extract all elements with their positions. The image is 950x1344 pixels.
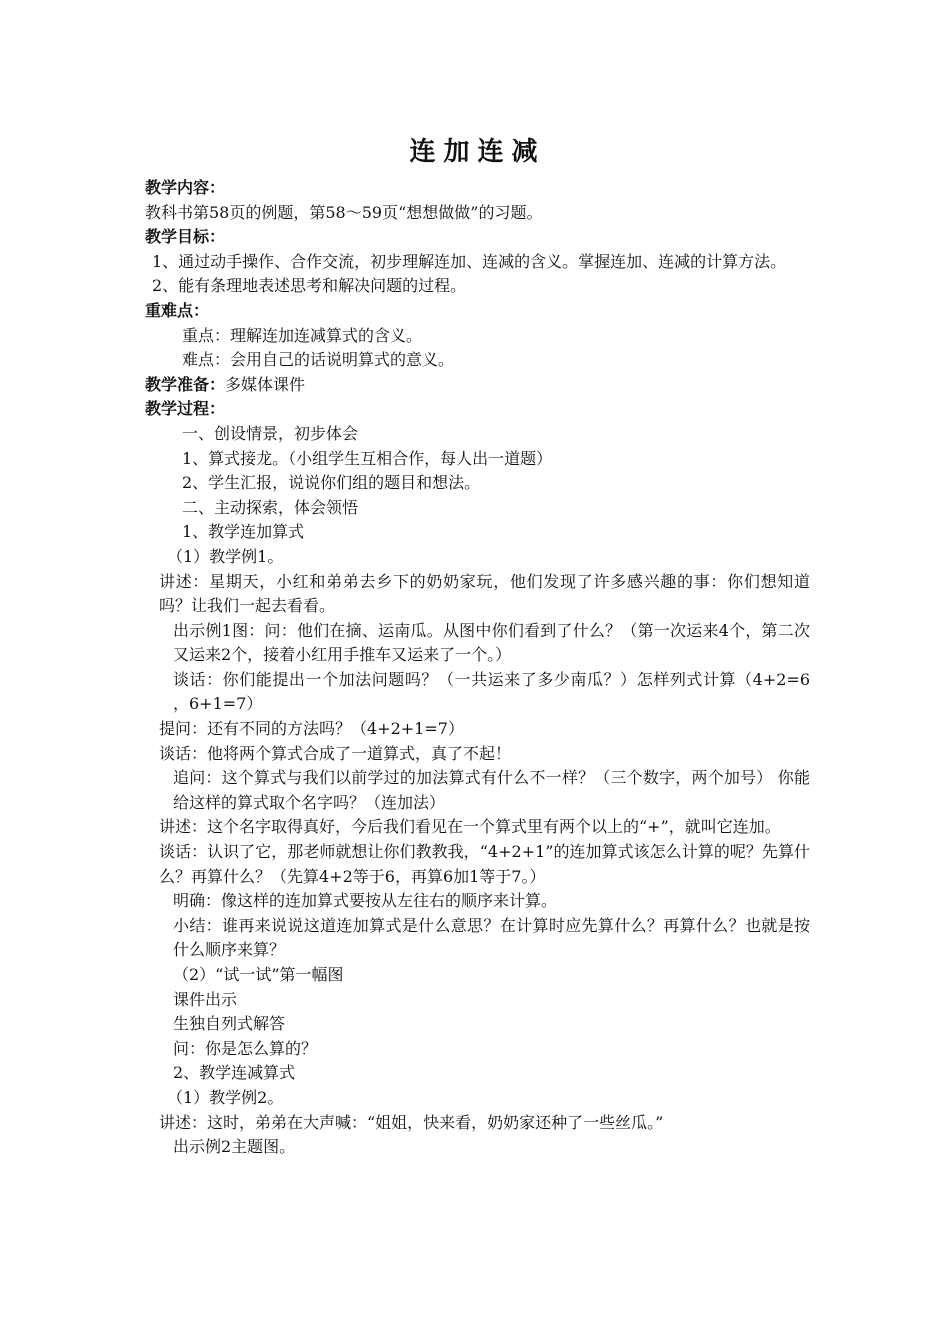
section-heading-content: 教学内容： [145, 178, 226, 197]
document-page [145, 128, 810, 1160]
process-step-1: 一、创设情景，初步体会 [182, 423, 359, 443]
show-example-1: 出示例1图：问：他们在摘、运南瓜。从图中你们看到了什么？（第一次运来4个，第二次又运来2个，接着小红用手推车又运来了一个。） [173, 620, 810, 665]
key-point: 重点：理解连加连减算式的含义。 [182, 325, 423, 345]
content-text: 教科书第58页的例题，第58～59页“想想做做”的习题。 [145, 202, 543, 222]
section-heading-process: 教学过程： [145, 399, 226, 419]
preparation-text: 多媒体课件 [225, 374, 306, 394]
example-2-heading: （1）教学例2。 [167, 1087, 284, 1107]
student-solve-line: 生独自列式解答 [173, 1014, 286, 1034]
clarification: 明确：像这样的连加算式要按从左往右的顺序来计算。 [173, 891, 558, 911]
process-step-1-2: 2、学生汇报，说说你们组的题目和想法。 [182, 473, 481, 493]
summary: 小结：谁再来说说这道连加算式是什么意思？在计算时应先算什么？再算什么？也就是按什么顺序来算？ [173, 915, 810, 960]
talk-3: 谈话：认识了它，那老师就想让你们教教我，“4+2+1”的连加算式该怎么计算的呢？先算什么？再算什么？（先算4+2等于6，再算6加1等于7。） [159, 842, 810, 886]
process-step-2-1: 1、教学连加算式 [182, 522, 305, 542]
process-step-2-2: 2、教学连减算式 [173, 1063, 296, 1083]
process-step-2: 二、主动探索，体会领悟 [182, 497, 359, 517]
try-it-heading: （2）“试一试”第一幅图 [173, 965, 344, 984]
show-example-2: 出示例2主题图。 [173, 1137, 296, 1157]
question-1: 提问：还有不同的方法吗？（4+2+1=7） [159, 719, 464, 739]
preparation-line [145, 373, 810, 398]
section-heading-preparation: 教学准备： [145, 374, 226, 394]
objective-item-1: 1、通过动手操作、合作交流，初步理解连加、连减的含义。掌握连加、连减的计算方法。 [152, 251, 787, 271]
section-heading-objectives: 教学目标： [145, 227, 226, 247]
example-1-heading: （1）教学例1。 [167, 546, 284, 566]
follow-up-question: 追问：这个算式与我们以前学过的加法算式有什么不一样？（三个数字，两个加号） 你能给这样的算式取个名字吗？（连加法） [173, 768, 810, 812]
narration-1: 讲述：星期天，小红和弟弟去乡下的奶奶家玩，他们发现了许多感兴趣的事：你们想知道吗？让我们一起去看看。 [159, 571, 810, 616]
talk-1: 谈话：你们能提出一个加法问题吗？（一共运来了多少南瓜？）怎样列式计算（4+2=6 ，6+1=7） [173, 669, 810, 714]
process-step-1-1: 1、算式接龙。（小组学生互相合作，每人出一道题） [182, 448, 553, 468]
courseware-line: 课件出示 [173, 989, 238, 1009]
objective-item-2: 2、能有条理地表述思考和解决问题的过程。 [152, 276, 467, 296]
narration-3: 讲述：这时，弟弟在大声喊：“姐姐，快来看，奶奶家还种了一些丝瓜。” [159, 1112, 664, 1132]
narration-2: 讲述：这个名字取得真好，今后我们看见在一个算式里有两个以上的“+”，就叫它连加。 [159, 817, 781, 837]
document-title: 连加连减 [409, 137, 546, 167]
section-heading-key-points: 重难点： [145, 300, 210, 320]
difficult-point: 难点：会用自己的话说明算式的意义。 [182, 350, 455, 370]
talk-2: 谈话：他将两个算式合成了一道算式，真了不起！ [159, 743, 512, 763]
question-2: 问：你是怎么算的？ [173, 1038, 318, 1058]
